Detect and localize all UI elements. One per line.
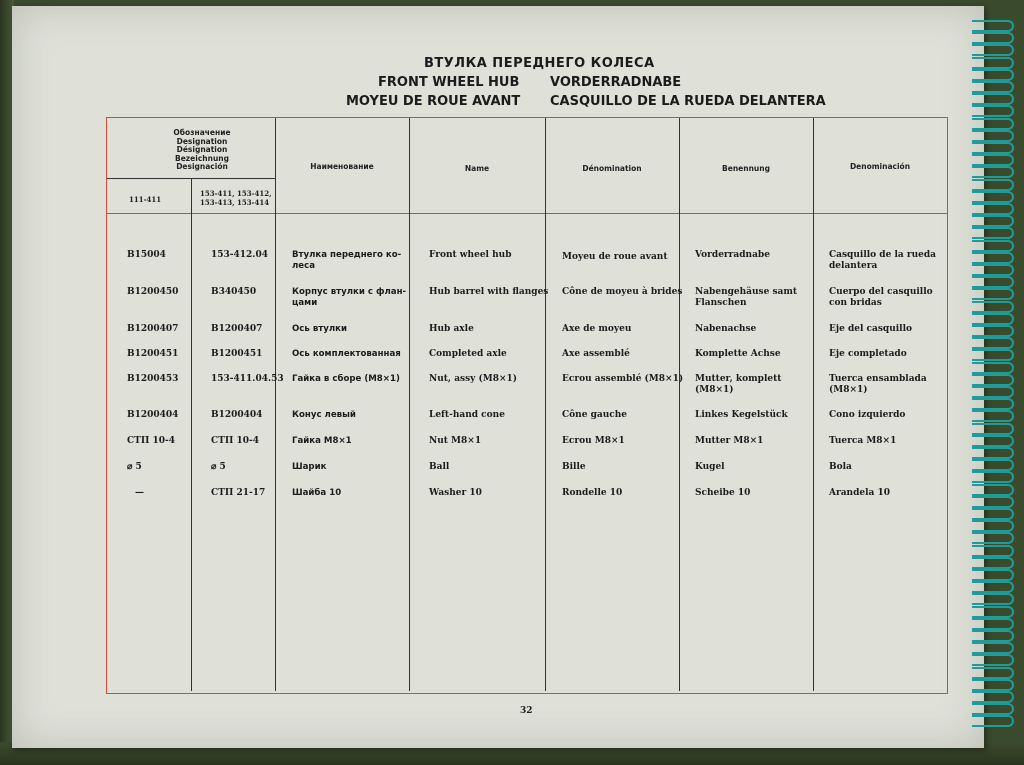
- name-de: Nabengehäuse samt Flanschen: [695, 287, 798, 308]
- spiral-coil: [972, 508, 1014, 520]
- name-es: Bola: [829, 462, 852, 472]
- name-fr: Axe de moyeu: [562, 324, 632, 334]
- name-fr: Ecrou assemblé (M8×1): [562, 374, 684, 384]
- name-fr: Ecrou M8×1: [562, 436, 625, 446]
- name-es: Casquillo de la rueda delantera: [829, 250, 936, 271]
- spiral-coil: [972, 130, 1014, 142]
- title-fr: MOYEU DE ROUE AVANT: [346, 94, 521, 109]
- designation-b: ⌀ 5: [211, 462, 226, 472]
- header-name-ru: Наименование: [310, 162, 374, 171]
- name-fr: Moyeu de roue avant: [562, 252, 668, 262]
- spiral-coil: [972, 557, 1014, 569]
- spiral-coil: [972, 471, 1014, 483]
- table-row: [107, 250, 947, 280]
- designation-b: B1200404: [211, 410, 263, 420]
- spiral-coil: [972, 191, 1014, 203]
- spiral-coil: [972, 118, 1014, 130]
- name-es: Arandela 10: [829, 488, 891, 498]
- spiral-coil: [972, 520, 1014, 532]
- header-separator: [107, 213, 947, 214]
- name-en: Nut, assy (M8×1): [429, 374, 518, 384]
- designation-a: B1200451: [127, 349, 179, 359]
- name-fr: Cône de moyeu à brides: [562, 287, 683, 297]
- spiral-coil: [972, 410, 1014, 422]
- parts-table: [106, 117, 948, 694]
- catalog-page: [12, 6, 984, 748]
- name-en: Ball: [429, 462, 450, 472]
- column-rule: [679, 118, 680, 691]
- name-es: Tuerca M8×1: [829, 436, 897, 446]
- name-de: Kugel: [695, 462, 725, 472]
- header-name-es: Denominación: [849, 162, 911, 171]
- spiral-coil: [972, 44, 1014, 56]
- name-es: Eje completado: [829, 349, 907, 359]
- name-fr: Axe assemblé: [562, 349, 630, 359]
- spiral-coil: [972, 618, 1014, 630]
- spiral-coil: [972, 667, 1014, 679]
- spiral-coil: [972, 374, 1014, 386]
- spiral-coil: [972, 642, 1014, 654]
- spiral-coil: [972, 532, 1014, 544]
- spiral-coil: [972, 215, 1014, 227]
- spiral-coil: [972, 679, 1014, 691]
- spiral-coil: [972, 349, 1014, 361]
- name-de: Vorderradnabe: [695, 250, 770, 260]
- sub-header-111: 111-411: [129, 195, 162, 204]
- spiral-coil: [972, 240, 1014, 252]
- spiral-coil: [972, 69, 1014, 81]
- spiral-coil: [972, 386, 1014, 398]
- name-ru: Втулка переднего ко-леса: [292, 250, 402, 271]
- designation-a: B1200450: [127, 287, 179, 297]
- sub-header-153: 153-411, 153-412, 153-413, 153-414: [200, 189, 272, 207]
- name-fr: Bille: [562, 462, 586, 472]
- name-es: Tuerca ensamblada (M8×1): [829, 374, 927, 395]
- name-fr: Rondelle 10: [562, 488, 623, 498]
- spiral-coil: [972, 606, 1014, 618]
- name-ru: Гайка M8×1: [292, 436, 352, 446]
- header-name-de: Benennung: [722, 164, 770, 173]
- spiral-coil: [972, 691, 1014, 703]
- spiral-coil: [972, 593, 1014, 605]
- designation-a: —: [135, 488, 144, 498]
- spiral-coil: [972, 496, 1014, 508]
- page-number: 32: [520, 706, 533, 716]
- spiral-coil: [972, 93, 1014, 105]
- spiral-coil: [972, 313, 1014, 325]
- spiral-coil: [972, 484, 1014, 496]
- designation-a: B1200453: [127, 374, 179, 384]
- spiral-coil: [972, 264, 1014, 276]
- spiral-coil: [972, 166, 1014, 178]
- name-ru: Шайба 10: [292, 488, 342, 498]
- spiral-binding: [972, 20, 1024, 740]
- spiral-coil: [972, 252, 1014, 264]
- designation-b: СТП 10-4: [211, 436, 260, 446]
- spiral-coil: [972, 105, 1014, 117]
- spiral-coil: [972, 545, 1014, 557]
- name-es: Cono izquierdo: [829, 410, 906, 420]
- designation-a: СТП 10-4: [127, 436, 176, 446]
- column-rule: [275, 118, 276, 691]
- name-de: Mutter, komplett (M8×1): [695, 374, 782, 395]
- title-de: VORDERRADNABE: [550, 75, 682, 90]
- designation-a: B1200407: [127, 324, 179, 334]
- spiral-coil: [972, 703, 1014, 715]
- spiral-coil: [972, 301, 1014, 313]
- spiral-coil: [972, 423, 1014, 435]
- name-es: Eje del casquillo: [829, 324, 913, 334]
- spiral-coil: [972, 581, 1014, 593]
- name-de: Nabenachse: [695, 324, 757, 334]
- spiral-coil: [972, 398, 1014, 410]
- name-es: Cuerpo del casquillo con bridas: [829, 287, 933, 308]
- spiral-coil: [972, 81, 1014, 93]
- designation-b: B340450: [211, 287, 257, 297]
- spiral-coil: [972, 569, 1014, 581]
- designation-b: B1200451: [211, 349, 263, 359]
- name-ru: Корпус втулки с флан-цами: [292, 287, 407, 308]
- table-row: [107, 488, 947, 518]
- spiral-coil: [972, 362, 1014, 374]
- spiral-coil: [972, 630, 1014, 642]
- column-rule: [545, 118, 546, 691]
- title-ru: ВТУЛКА ПЕРЕДНЕГО КОЛЕСА: [424, 56, 655, 71]
- name-en: Hub axle: [429, 324, 474, 334]
- spiral-coil: [972, 142, 1014, 154]
- spiral-coil: [972, 57, 1014, 69]
- spiral-coil: [972, 154, 1014, 166]
- spiral-coil: [972, 337, 1014, 349]
- table-row: [107, 287, 947, 317]
- spiral-coil: [972, 179, 1014, 191]
- name-ru: Ось втулки: [292, 324, 347, 334]
- designation-b: СТП 21-17: [211, 488, 266, 498]
- spiral-coil: [972, 435, 1014, 447]
- designation-b: 153-411.04.53: [211, 374, 284, 384]
- designation-a: B15004: [127, 250, 166, 260]
- spiral-coil: [972, 325, 1014, 337]
- spiral-coil: [972, 203, 1014, 215]
- name-en: Nut M8×1: [429, 436, 482, 446]
- spiral-coil: [972, 654, 1014, 666]
- name-en: Front wheel hub: [429, 250, 512, 260]
- spiral-coil: [972, 20, 1014, 32]
- name-en: Washer 10: [429, 488, 482, 498]
- header-name-fr: Dénomination: [582, 164, 642, 173]
- name-ru: Шарик: [292, 462, 327, 472]
- title-es: CASQUILLO DE LA RUEDA DELANTERA: [550, 94, 826, 109]
- designation-b: 153-412.04: [211, 250, 268, 260]
- name-en: Completed axle: [429, 349, 507, 359]
- spiral-coil: [972, 715, 1014, 727]
- page-header: [12, 6, 984, 116]
- spiral-coil: [972, 227, 1014, 239]
- designation-b: B1200407: [211, 324, 263, 334]
- designation-a: ⌀ 5: [127, 462, 142, 472]
- name-de: Komplette Achse: [695, 349, 781, 359]
- name-en: Hub barrel with flanges: [429, 287, 549, 297]
- name-de: Scheibe 10: [695, 488, 751, 498]
- spiral-coil: [972, 32, 1014, 44]
- designation-header: Обозначение Designation Désignation Bezeichnung Designación: [173, 128, 231, 171]
- name-de: Linkes Kegelstück: [695, 410, 788, 420]
- designation-a: B1200404: [127, 410, 179, 420]
- spiral-coil: [972, 288, 1014, 300]
- name-ru: Конус левый: [292, 410, 356, 420]
- spiral-coil: [972, 276, 1014, 288]
- name-fr: Cône gauche: [562, 410, 627, 420]
- name-en: Left-hand cone: [429, 410, 505, 420]
- name-de: Mutter M8×1: [695, 436, 764, 446]
- column-rule: [813, 118, 814, 691]
- table-row: [107, 374, 947, 404]
- spiral-coil: [972, 459, 1014, 471]
- name-ru: Ось комплектованная: [292, 349, 401, 359]
- title-en: FRONT WHEEL HUB: [378, 75, 520, 90]
- column-rule: [409, 118, 410, 691]
- header-name-en: Name: [464, 164, 490, 173]
- name-ru: Гайка в сборе (M8×1): [292, 374, 400, 384]
- spiral-coil: [972, 447, 1014, 459]
